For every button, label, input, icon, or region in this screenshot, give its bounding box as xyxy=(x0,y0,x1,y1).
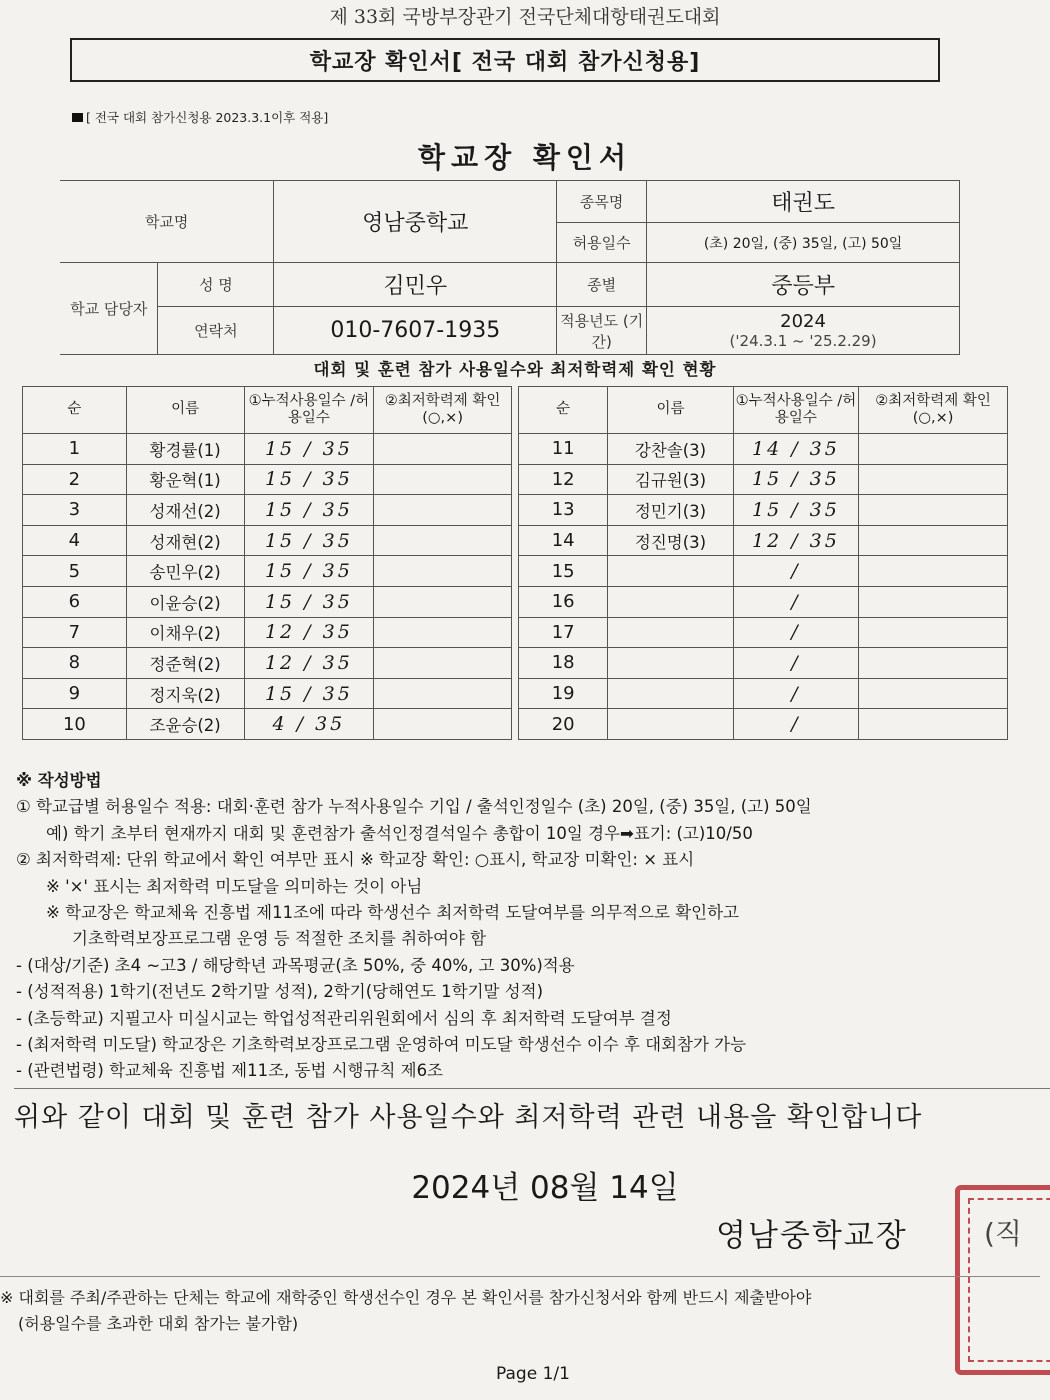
allowed-days-value: (초) 20일, (중) 35일, (고) 50일 xyxy=(647,223,960,263)
athlete-days: 12 / 35 xyxy=(244,617,374,648)
athlete-check xyxy=(374,648,512,679)
event-title: 제 33회 국방부장관기 전국단체대항태권도대회 xyxy=(329,6,721,28)
athlete-name: 황경률(1) xyxy=(126,434,244,465)
athlete-name: 정민기(3) xyxy=(608,495,733,526)
athlete-name xyxy=(608,648,733,679)
athlete-table-right xyxy=(518,386,1008,740)
athlete-name: 정지욱(2) xyxy=(126,678,244,709)
black-square-icon xyxy=(72,113,83,122)
name-value: 김민우 xyxy=(274,263,557,307)
footer-note xyxy=(0,1276,1040,1336)
athlete-name: 이채우(2) xyxy=(126,617,244,648)
athlete-row xyxy=(23,617,512,648)
writing-method xyxy=(16,768,1036,1085)
athlete-row xyxy=(23,648,512,679)
principal-signature: 영남중학교장 xyxy=(716,1218,908,1254)
athlete-row xyxy=(23,586,512,617)
form-note-text: [ 전국 대회 참가신청용 2023.3.1이후 적용] xyxy=(86,110,329,125)
confirm-statement: 위와 같이 대회 및 훈련 참가 사용일수와 최저학력 관련 내용을 확인합니다 xyxy=(14,1088,1050,1134)
athlete-no: 12 xyxy=(519,464,608,495)
athlete-no: 10 xyxy=(23,709,127,740)
athlete-days: 15 / 35 xyxy=(244,434,374,465)
athlete-check xyxy=(859,586,1008,617)
athlete-row xyxy=(519,556,1008,587)
athlete-name: 송민우(2) xyxy=(126,556,244,587)
athlete-row xyxy=(519,525,1008,556)
athlete-no: 8 xyxy=(23,648,127,679)
athlete-row xyxy=(519,648,1008,679)
header-name: 이름 xyxy=(608,387,733,434)
athlete-check xyxy=(859,648,1008,679)
athlete-check xyxy=(859,617,1008,648)
athlete-check xyxy=(859,678,1008,709)
athlete-days: 14 / 35 xyxy=(733,434,858,465)
athlete-no: 7 xyxy=(23,617,127,648)
header-check: ②최저학력제 확인(○,×) xyxy=(859,387,1008,434)
athlete-no: 2 xyxy=(23,464,127,495)
athlete-no: 13 xyxy=(519,495,608,526)
athlete-row xyxy=(519,617,1008,648)
athlete-name: 김규원(3) xyxy=(608,464,733,495)
method-heading: ※ 작성방법 xyxy=(16,771,102,790)
athlete-name: 조윤승(2) xyxy=(126,709,244,740)
athlete-name: 강찬솔(3) xyxy=(608,434,733,465)
category-value: 중등부 xyxy=(647,263,960,307)
athlete-row xyxy=(23,434,512,465)
period-value: ('24.3.1 ~ '25.2.29) xyxy=(729,332,877,350)
page-number: Page 1/1 xyxy=(496,1364,570,1384)
athlete-days: / xyxy=(733,678,858,709)
sport-value: 태권도 xyxy=(647,181,960,223)
status-title: 대회 및 훈련 참가 사용일수와 최저학력제 확인 현황 xyxy=(313,360,717,379)
athlete-days: 15 / 35 xyxy=(733,464,858,495)
athlete-days: 15 / 35 xyxy=(244,525,374,556)
athlete-row xyxy=(23,709,512,740)
athlete-row xyxy=(519,434,1008,465)
athlete-check xyxy=(374,464,512,495)
athlete-days: 15 / 35 xyxy=(244,495,374,526)
athlete-check xyxy=(374,525,512,556)
seal-mark-text: (직 xyxy=(984,1217,1022,1250)
athlete-days: / xyxy=(733,586,858,617)
method-line: ※ 학교장은 학교체육 진흥법 제11조에 따라 학생선수 최저학력 도달여부를 의무적으로 확인하고 xyxy=(46,902,739,922)
athlete-check xyxy=(859,464,1008,495)
athlete-no: 3 xyxy=(23,495,127,526)
method-line: - (대상/기준) 초4 ~고3 / 해당학년 과목평균(초 50%, 중 40%, 고 30%)적용 xyxy=(16,955,575,975)
form-note xyxy=(72,108,328,126)
athlete-name: 성재현(2) xyxy=(126,525,244,556)
athlete-check xyxy=(374,434,512,465)
allowed-days-label: 허용일수 xyxy=(557,223,647,263)
method-line: ※ '×' 표시는 최저학력 미도달을 의미하는 것이 아님 xyxy=(46,876,423,896)
athlete-row xyxy=(23,525,512,556)
manager-label: 학교 담당자 xyxy=(60,263,158,355)
footer-line: ※ 대회를 주최/주관하는 단체는 학교에 재학중인 학생선수인 경우 본 확인서를 참가신청서와 함께 반드시 제출받아야 xyxy=(0,1288,812,1307)
header-no: 순 xyxy=(23,387,127,434)
athlete-days: 15 / 35 xyxy=(733,495,858,526)
athlete-row xyxy=(23,556,512,587)
athlete-days: / xyxy=(733,709,858,740)
athlete-name: 이윤승(2) xyxy=(126,586,244,617)
method-line: 기초학력보장프로그램 운영 등 적절한 조치를 취하여야 함 xyxy=(72,929,487,949)
year-cell xyxy=(647,307,960,355)
header-no: 순 xyxy=(519,387,608,434)
athlete-name xyxy=(608,678,733,709)
athlete-check xyxy=(859,556,1008,587)
contact-label: 연락처 xyxy=(158,307,274,355)
athlete-days: / xyxy=(733,556,858,587)
header-days: ①누적사용일수 /허용일수 xyxy=(733,387,858,434)
athlete-name xyxy=(608,586,733,617)
athlete-name xyxy=(608,709,733,740)
athlete-name: 성재선(2) xyxy=(126,495,244,526)
athlete-days: / xyxy=(733,648,858,679)
athlete-days: 15 / 35 xyxy=(244,556,374,587)
athlete-check xyxy=(374,709,512,740)
method-line: ② 최저학력제: 단위 학교에서 확인 여부만 표시 ※ 학교장 확인: ○표시, 학교장 미확인: × 표시 xyxy=(16,850,695,870)
athlete-name: 황운혁(1) xyxy=(126,464,244,495)
athlete-check xyxy=(859,709,1008,740)
athlete-check xyxy=(859,434,1008,465)
athlete-no: 19 xyxy=(519,678,608,709)
method-line: - (초등학교) 지필고사 미실시교는 학업성적관리위원회에서 심의 후 최저학력 도달여부 결정 xyxy=(16,1008,672,1028)
athlete-name xyxy=(608,556,733,587)
athlete-no: 6 xyxy=(23,586,127,617)
school-label: 학교명 xyxy=(60,181,274,263)
school-value: 영남중학교 xyxy=(274,181,557,263)
athlete-check xyxy=(374,556,512,587)
athlete-check xyxy=(374,678,512,709)
athlete-table-left xyxy=(22,386,512,740)
athlete-check xyxy=(859,525,1008,556)
athlete-no: 11 xyxy=(519,434,608,465)
athlete-row xyxy=(519,709,1008,740)
athlete-days: / xyxy=(733,617,858,648)
info-table xyxy=(60,180,960,355)
athlete-no: 20 xyxy=(519,709,608,740)
method-line: - (관련법령) 학교체육 진흥법 제11조, 동법 시행규칙 제6조 xyxy=(16,1061,443,1081)
athlete-days: 15 / 35 xyxy=(244,464,374,495)
athlete-row xyxy=(23,495,512,526)
sport-label: 종목명 xyxy=(557,181,647,223)
athlete-row xyxy=(23,464,512,495)
athlete-row xyxy=(519,464,1008,495)
athlete-no: 4 xyxy=(23,525,127,556)
athlete-no: 17 xyxy=(519,617,608,648)
athlete-days: 12 / 35 xyxy=(733,525,858,556)
athlete-no: 9 xyxy=(23,678,127,709)
category-label: 종별 xyxy=(557,263,647,307)
name-label: 성 명 xyxy=(158,263,274,307)
athlete-no: 5 xyxy=(23,556,127,587)
athlete-check xyxy=(374,586,512,617)
athlete-name xyxy=(608,617,733,648)
year-label: 적용년도 (기간) xyxy=(557,307,647,355)
header-days: ①누적사용일수 /허용일수 xyxy=(244,387,374,434)
year-value: 2024 xyxy=(780,311,826,332)
athlete-days: 15 / 35 xyxy=(244,678,374,709)
header-name: 이름 xyxy=(126,387,244,434)
method-line: 예) 학기 초부터 현재까지 대회 및 훈련참가 출석인정결석일수 총합이 10일 경우➡표기: (고)10/50 xyxy=(46,823,753,843)
method-line: - (최저학력 미도달) 학교장은 기초학력보장프로그램 운영하여 미도달 학생선수 이수 후 대회참가 가능 xyxy=(16,1034,747,1054)
athlete-days: 12 / 35 xyxy=(244,648,374,679)
athlete-row xyxy=(23,678,512,709)
athlete-days: 4 / 35 xyxy=(244,709,374,740)
athlete-name: 정준혁(2) xyxy=(126,648,244,679)
footer-line: (허용일수를 초과한 대회 참가는 불가함) xyxy=(18,1313,299,1333)
issue-date: 2024년 08월 14일 xyxy=(411,1170,679,1206)
athlete-no: 18 xyxy=(519,648,608,679)
athlete-no: 16 xyxy=(519,586,608,617)
athlete-check xyxy=(859,495,1008,526)
athlete-row xyxy=(519,495,1008,526)
contact-value: 010-7607-1935 xyxy=(274,307,557,355)
athlete-check xyxy=(374,495,512,526)
form-title-box: 학교장 확인서[ 전국 대회 참가신청용] xyxy=(70,38,940,82)
athlete-row xyxy=(519,678,1008,709)
athlete-no: 1 xyxy=(23,434,127,465)
header-check: ②최저학력제 확인(○,×) xyxy=(374,387,512,434)
athlete-no: 15 xyxy=(519,556,608,587)
main-title: 학교장 확인서 xyxy=(417,141,633,174)
athlete-check xyxy=(374,617,512,648)
athlete-row xyxy=(519,586,1008,617)
athlete-no: 14 xyxy=(519,525,608,556)
method-line: ① 학교급별 허용일수 적용: 대회·훈련 참가 누적사용일수 기입 / 출석인정일수 (초) 20일, (중) 35일, (고) 50일 xyxy=(16,797,812,817)
athlete-days: 15 / 35 xyxy=(244,586,374,617)
method-line: - (성적적용) 1학기(전년도 2학기말 성적), 2학기(당해연도 1학기말 성적) xyxy=(16,982,544,1002)
athlete-name: 정진명(3) xyxy=(608,525,733,556)
